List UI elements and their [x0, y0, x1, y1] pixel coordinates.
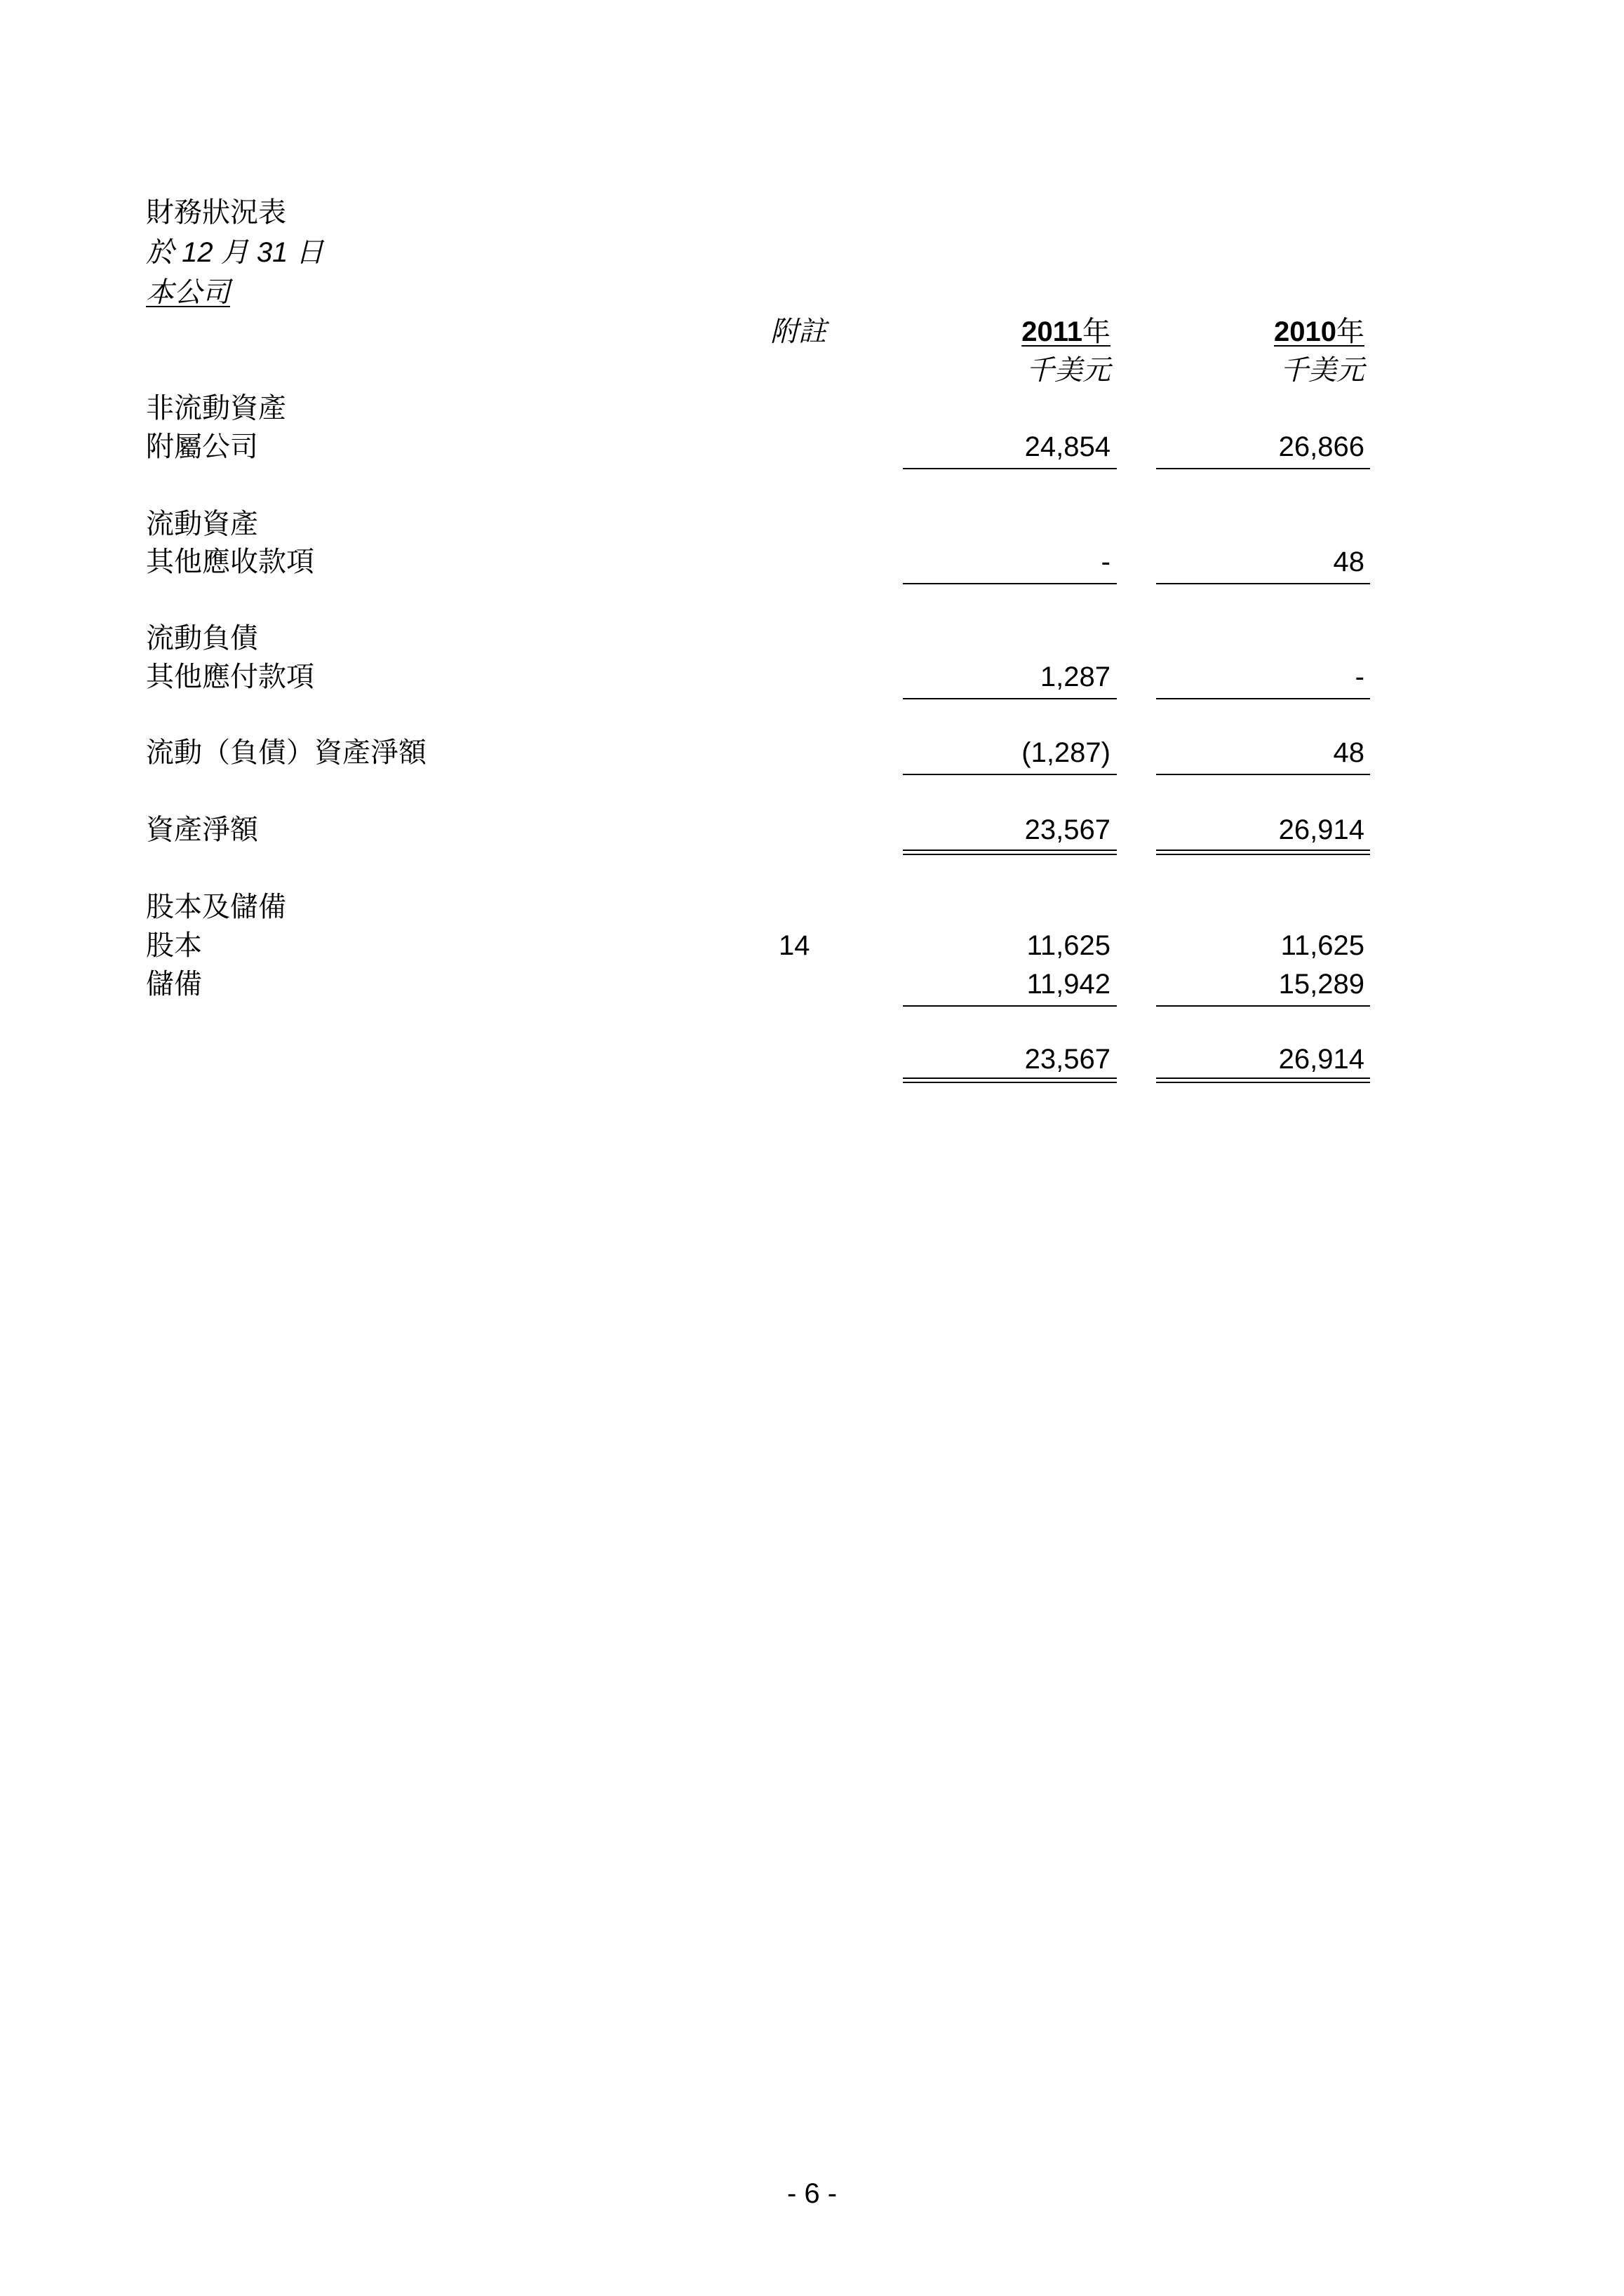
statement-date: 於 12 月 31 日 [146, 237, 324, 268]
value-reserves-2011: 11,942 [1026, 969, 1110, 1000]
year-2010-number: 2010 [1274, 316, 1336, 347]
value-net-assets-2010: 26,914 [1278, 814, 1364, 845]
value-other-receivables-2010: 48 [1333, 546, 1364, 577]
value-subsidiaries-2011: 24,854 [1024, 431, 1110, 462]
value-reserves-2010: 15,289 [1278, 969, 1364, 1000]
value-subsidiaries-2010: 26,866 [1278, 431, 1364, 462]
year-2010-header [1154, 318, 1364, 346]
rule-line [903, 698, 1117, 699]
entity-label: 本公司 [146, 277, 230, 308]
rule-line [1156, 468, 1370, 469]
unit-2010: 千美元 [1280, 355, 1364, 386]
row-label-other-payables: 其他應付款項 [146, 662, 314, 692]
section-heading-non-current-assets: 非流動資產 [146, 393, 286, 424]
value-share-capital-2010: 11,625 [1280, 930, 1364, 961]
page-number: - 6 - [786, 2178, 838, 2209]
rule-line [903, 583, 1117, 584]
rule-line [1156, 698, 1370, 699]
section-heading-equity: 股本及儲備 [146, 892, 286, 922]
year-2011-header [900, 318, 1110, 346]
row-label-net-current: 流動（負債）資產淨額 [146, 737, 427, 768]
value-equity-total-2011: 23,567 [1024, 1044, 1110, 1075]
row-label-net-assets: 資產淨額 [146, 814, 258, 845]
double-rule-line [1156, 1077, 1370, 1083]
row-label-reserves: 儲備 [146, 969, 202, 1000]
double-rule-line [903, 1077, 1117, 1083]
value-equity-total-2010: 26,914 [1278, 1044, 1364, 1075]
year-2011-number: 2011 [1021, 316, 1082, 347]
value-other-payables-2011: 1,287 [1040, 662, 1110, 692]
rule-line [903, 774, 1117, 775]
value-net-current-2011: (1,287) [1021, 737, 1110, 768]
section-heading-current-assets: 流動資產 [146, 509, 258, 539]
rule-line [1156, 774, 1370, 775]
value-share-capital-2011: 11,625 [1026, 930, 1110, 961]
rule-line [1156, 1005, 1370, 1007]
value-other-receivables-2011: - [1101, 546, 1110, 577]
row-label-subsidiaries: 附屬公司 [146, 431, 258, 462]
note-ref-share-capital: 14 [779, 930, 810, 961]
rule-line [903, 468, 1117, 469]
value-net-assets-2011: 23,567 [1024, 814, 1110, 845]
value-other-payables-2010: - [1355, 662, 1364, 692]
year-2010-suffix: 年 [1336, 316, 1364, 347]
double-rule-line [903, 850, 1117, 855]
unit-2011: 千美元 [1026, 355, 1110, 386]
row-label-share-capital: 股本 [146, 930, 202, 961]
note-column-header: 附註 [770, 316, 826, 347]
value-net-current-2010: 48 [1333, 737, 1364, 768]
section-heading-current-liabilities: 流動負債 [146, 623, 258, 654]
rule-line [903, 1005, 1117, 1007]
statement-title: 財務狀況表 [146, 197, 286, 228]
year-2011-suffix: 年 [1082, 316, 1110, 347]
rule-line [1156, 583, 1370, 584]
double-rule-line [1156, 850, 1370, 855]
row-label-other-receivables: 其他應收款項 [146, 546, 314, 577]
